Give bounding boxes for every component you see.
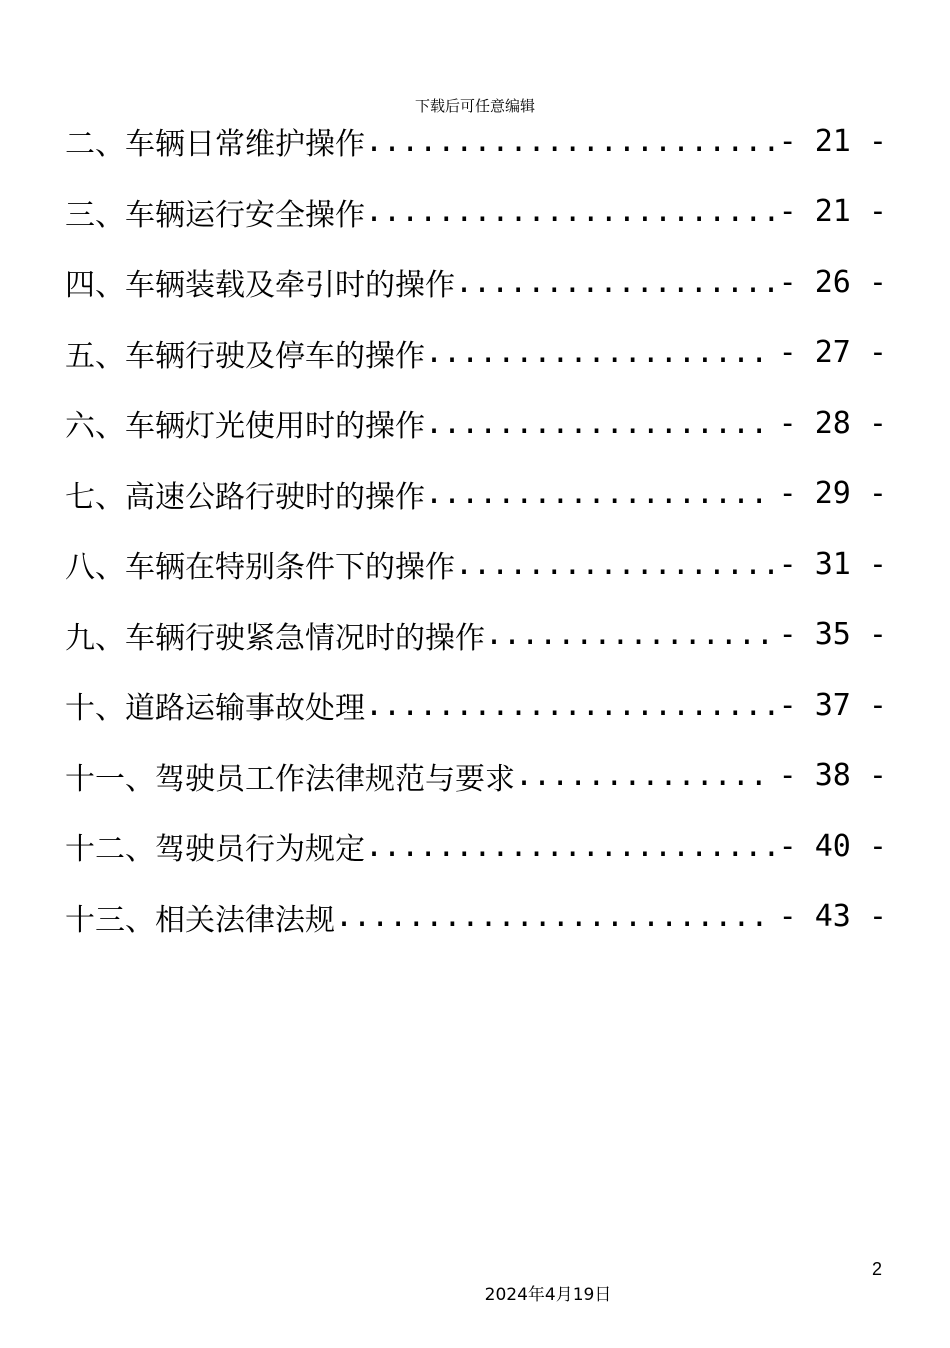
toc-dot-leader: [365, 194, 775, 229]
toc-entry-page: - 21 -: [778, 123, 887, 159]
toc-entry-title: 十一、驾驶员工作法律规范与要求: [65, 761, 515, 797]
toc-entry[interactable]: [65, 388, 887, 459]
toc-entry-title: 十二、驾驶员行为规定: [65, 832, 365, 868]
page-header: 下载后可任意编辑: [414, 97, 535, 115]
toc-entry[interactable]: [65, 106, 887, 177]
toc-entry[interactable]: [65, 811, 887, 882]
toc-dot-leader: [425, 335, 775, 370]
toc-dot-leader: [425, 406, 775, 441]
toc-entry-title: 二、车辆日常维护操作: [65, 127, 365, 163]
toc-entry-title: 六、车辆灯光使用时的操作: [65, 409, 425, 445]
toc-dot-leader: [365, 829, 775, 864]
toc-entry[interactable]: [65, 247, 887, 318]
toc-entry[interactable]: [65, 741, 887, 812]
toc-entry[interactable]: [65, 600, 887, 671]
toc-dot-leader: [365, 688, 775, 723]
toc-entry-page: - 35 -: [778, 617, 887, 653]
toc-dot-leader: [455, 265, 775, 300]
toc-dot-leader: [335, 899, 775, 934]
toc-entry-page: - 29 -: [778, 476, 887, 512]
toc-dot-leader: [455, 547, 775, 582]
toc-entry-page: - 28 -: [778, 405, 887, 441]
toc-entry-page: - 26 -: [778, 264, 887, 300]
toc-entry-page: - 38 -: [778, 758, 887, 794]
toc-entry-title: 十三、相关法律法规: [65, 902, 335, 938]
toc-entry[interactable]: [65, 318, 887, 389]
toc-entry-title: 十、道路运输事故处理: [65, 691, 365, 727]
toc-entry-title: 四、车辆装载及牵引时的操作: [65, 268, 455, 304]
table-of-contents: [65, 106, 887, 952]
toc-entry-page: - 40 -: [778, 828, 887, 864]
toc-entry-title: 三、车辆运行安全操作: [65, 197, 365, 233]
toc-dot-leader: [485, 617, 775, 652]
toc-entry-title: 五、车辆行驶及停车的操作: [65, 338, 425, 374]
toc-entry-page: - 31 -: [778, 546, 887, 582]
toc-entry-title: 九、车辆行驶紧急情况时的操作: [65, 620, 485, 656]
toc-dot-leader: [365, 124, 775, 159]
toc-entry[interactable]: [65, 459, 887, 530]
toc-entry-page: - 37 -: [778, 687, 887, 723]
toc-entry-page: - 27 -: [778, 335, 887, 371]
toc-entry[interactable]: [65, 670, 887, 741]
toc-dot-leader: [515, 758, 775, 793]
toc-entry[interactable]: [65, 529, 887, 600]
toc-dot-leader: [425, 476, 775, 511]
toc-entry-page: - 43 -: [778, 899, 887, 935]
toc-entry-title: 七、高速公路行驶时的操作: [65, 479, 425, 515]
toc-entry-title: 八、车辆在特别条件下的操作: [65, 550, 455, 586]
toc-entry[interactable]: [65, 177, 887, 248]
toc-entry-page: - 21 -: [778, 194, 887, 230]
toc-entry[interactable]: [65, 882, 887, 953]
page-footer-date: 2024年4月19日: [484, 1285, 612, 1305]
page-number: 2: [872, 1259, 883, 1279]
